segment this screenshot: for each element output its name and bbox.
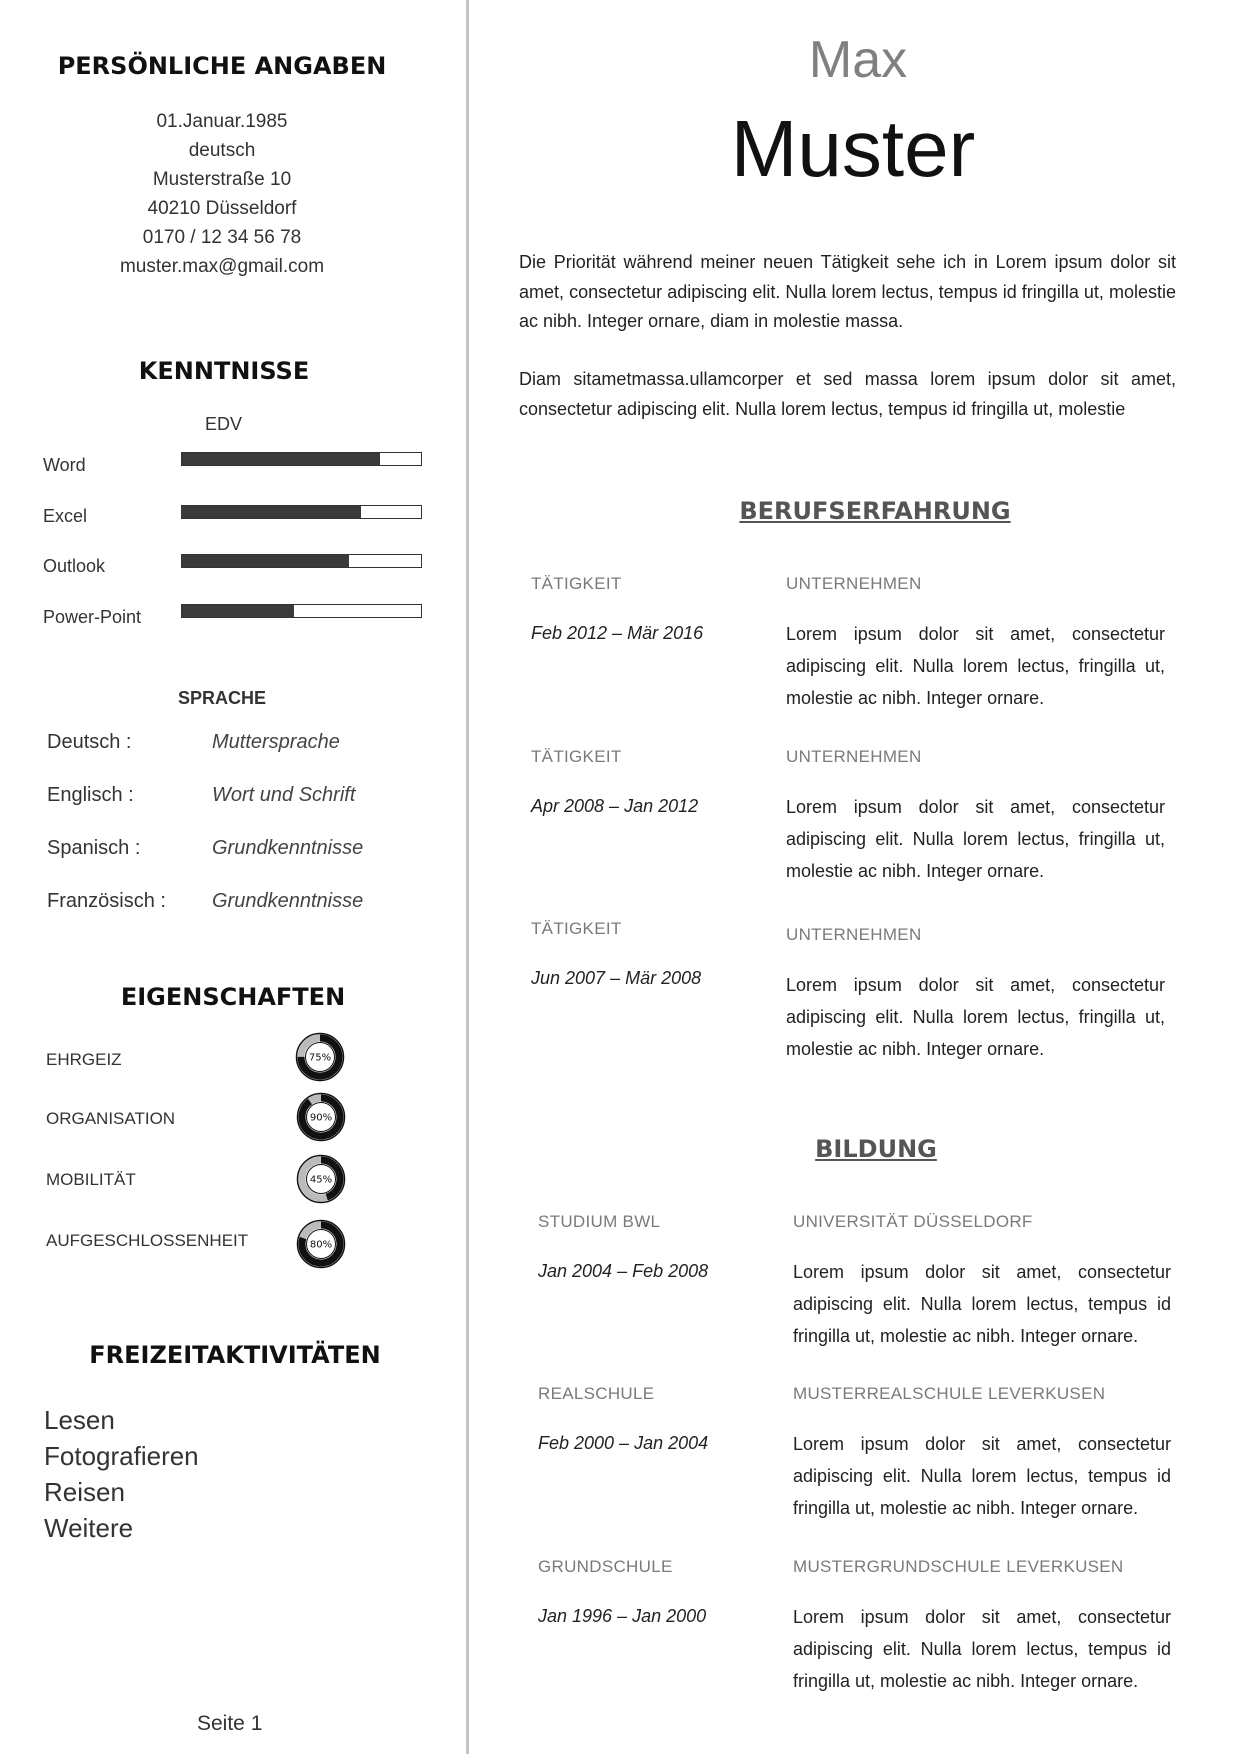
job-period: Feb 2012 – Mär 2016	[531, 623, 704, 643]
trait-donut-chart	[295, 1032, 345, 1082]
job-description: Lorem ipsum dolor sit amet, consectetur adipiscing elit. Nulla lorem lectus, fringilla ut, molestie ac nibh. Integer ornare.	[786, 975, 1165, 1059]
job-company: UNTERNEHMEN	[786, 574, 922, 593]
language-level: Grundkenntnisse	[212, 837, 364, 859]
donut-percent-label: 80%	[309, 1239, 333, 1251]
personal-details	[0, 107, 444, 281]
education-institution: MUSTERREALSCHULE LEVERKUSEN	[793, 1384, 1106, 1403]
language-level: Grundkenntnisse	[212, 890, 364, 912]
job-title: TÄTIGKEIT	[531, 574, 622, 593]
education-description: Lorem ipsum dolor sit amet, consectetur adipiscing elit. Nulla lorem lectus, tempus id fringilla ut, molestie ac nibh. Integer ornare.	[793, 1262, 1171, 1346]
education-institution: UNIVERSITÄT DÜSSELDORF	[793, 1212, 1033, 1231]
street: Musterstraße 10	[152, 169, 292, 190]
skill-bar-outlook	[181, 554, 422, 568]
language-level: Muttersprache	[212, 731, 340, 753]
job-title: TÄTIGKEIT	[531, 919, 622, 938]
experience-heading: BERUFSERFAHRUNG	[739, 497, 1011, 525]
education-type: GRUNDSCHULE	[538, 1557, 673, 1576]
language-level: Wort und Schrift	[212, 784, 356, 806]
page-number: Seite 1	[197, 1712, 263, 1735]
skill-bar-excel	[181, 505, 422, 519]
education-heading: BILDUNG	[815, 1135, 937, 1163]
nationality: deutsch	[188, 140, 256, 161]
skill-bar-powerpoint	[181, 604, 422, 618]
trait-label: EHRGEIZ	[46, 1050, 122, 1069]
job-title: TÄTIGKEIT	[531, 747, 622, 766]
skill-bar-fill	[182, 506, 361, 518]
job-company: UNTERNEHMEN	[786, 925, 922, 944]
trait-donut-chart	[296, 1092, 346, 1142]
intro-paragraph-1: Die Priorität während meiner neuen Tätigkeit sehe ich in Lorem ipsum dolor sit amet, consectetur adipiscing elit. Nulla lorem lectus, tempus id fringilla ut, molestie ac nibh. Integer ornare, diam in molestie massa.	[519, 252, 1176, 331]
trait-donut-chart	[296, 1154, 346, 1204]
donut-percent-label: 90%	[309, 1112, 333, 1124]
edv-heading: EDV	[205, 414, 243, 434]
hobby-item: Lesen	[44, 1405, 115, 1435]
skill-label: Word	[43, 455, 86, 475]
job-company: UNTERNEHMEN	[786, 747, 922, 766]
first-name: Max	[808, 31, 908, 89]
language-name: Französisch :	[47, 890, 166, 912]
hobbies-heading: FREIZEITAKTIVITÄTEN	[89, 1341, 381, 1369]
language-name: Deutsch :	[47, 731, 132, 753]
language-name: Spanisch :	[47, 837, 141, 859]
skill-bar-fill	[182, 605, 294, 617]
trait-label: MOBILITÄT	[46, 1170, 136, 1189]
skill-label: Outlook	[43, 556, 106, 576]
job-period: Apr 2008 – Jan 2012	[531, 796, 699, 816]
birth-date: 01.Januar.1985	[156, 111, 288, 132]
donut-percent-label: 75%	[308, 1052, 332, 1064]
trait-label: ORGANISATION	[46, 1109, 176, 1128]
education-period: Feb 2000 – Jan 2004	[538, 1433, 709, 1453]
phone: 0170 / 12 34 56 78	[142, 227, 302, 248]
city: 40210 Düsseldorf	[147, 198, 297, 219]
education-description: Lorem ipsum dolor sit amet, consectetur adipiscing elit. Nulla lorem lectus, tempus id fringilla ut, molestie ac nibh. Integer ornare.	[793, 1607, 1171, 1691]
trait-donut-chart	[296, 1219, 346, 1269]
skill-label: Excel	[43, 506, 88, 526]
traits-heading: EIGENSCHAFTEN	[120, 983, 346, 1011]
hobby-item: Weitere	[44, 1513, 134, 1543]
skill-bar-fill	[182, 555, 349, 567]
education-type: STUDIUM BWL	[538, 1212, 661, 1231]
education-type: REALSCHULE	[538, 1384, 655, 1403]
skills-heading: KENNTNISSE	[138, 357, 310, 385]
education-institution: MUSTERGRUNDSCHULE LEVERKUSEN	[793, 1557, 1124, 1576]
job-period: Jun 2007 – Mär 2008	[531, 968, 702, 988]
job-description: Lorem ipsum dolor sit amet, consectetur adipiscing elit. Nulla lorem lectus, fringilla ut, molestie ac nibh. Integer ornare.	[786, 624, 1165, 708]
trait-label: AUFGESCHLOSSENHEIT	[46, 1231, 249, 1250]
language-heading: SPRACHE	[177, 688, 266, 708]
hobby-list	[44, 1402, 199, 1546]
education-period: Jan 1996 – Jan 2000	[538, 1606, 707, 1626]
last-name: Muster	[730, 104, 976, 193]
skill-bar-fill	[182, 453, 380, 465]
language-name: Englisch :	[47, 784, 134, 806]
skill-bar-word	[181, 452, 422, 466]
job-description: Lorem ipsum dolor sit amet, consectetur adipiscing elit. Nulla lorem lectus, fringilla ut, molestie ac nibh. Integer ornare.	[786, 797, 1165, 881]
hobby-item: Reisen	[44, 1477, 125, 1507]
email: muster.max@gmail.com	[119, 256, 325, 277]
hobby-item: Fotografieren	[44, 1441, 199, 1471]
skill-label: Power-Point	[43, 607, 142, 627]
education-description: Lorem ipsum dolor sit amet, consectetur adipiscing elit. Nulla lorem lectus, tempus id fringilla ut, molestie ac nibh. Integer ornare.	[793, 1434, 1171, 1518]
education-period: Jan 2004 – Feb 2008	[538, 1261, 709, 1281]
intro-paragraph-2: Diam sitametmassa.ullamcorper et sed massa lorem ipsum dolor sit amet, consectetur adipiscing elit. Nulla lorem lectus, tempus id fringilla ut, molestie	[519, 369, 1176, 419]
personal-heading: PERSÖNLICHE ANGABEN	[57, 52, 387, 80]
donut-percent-label: 45%	[309, 1174, 333, 1186]
column-divider	[466, 0, 469, 1754]
